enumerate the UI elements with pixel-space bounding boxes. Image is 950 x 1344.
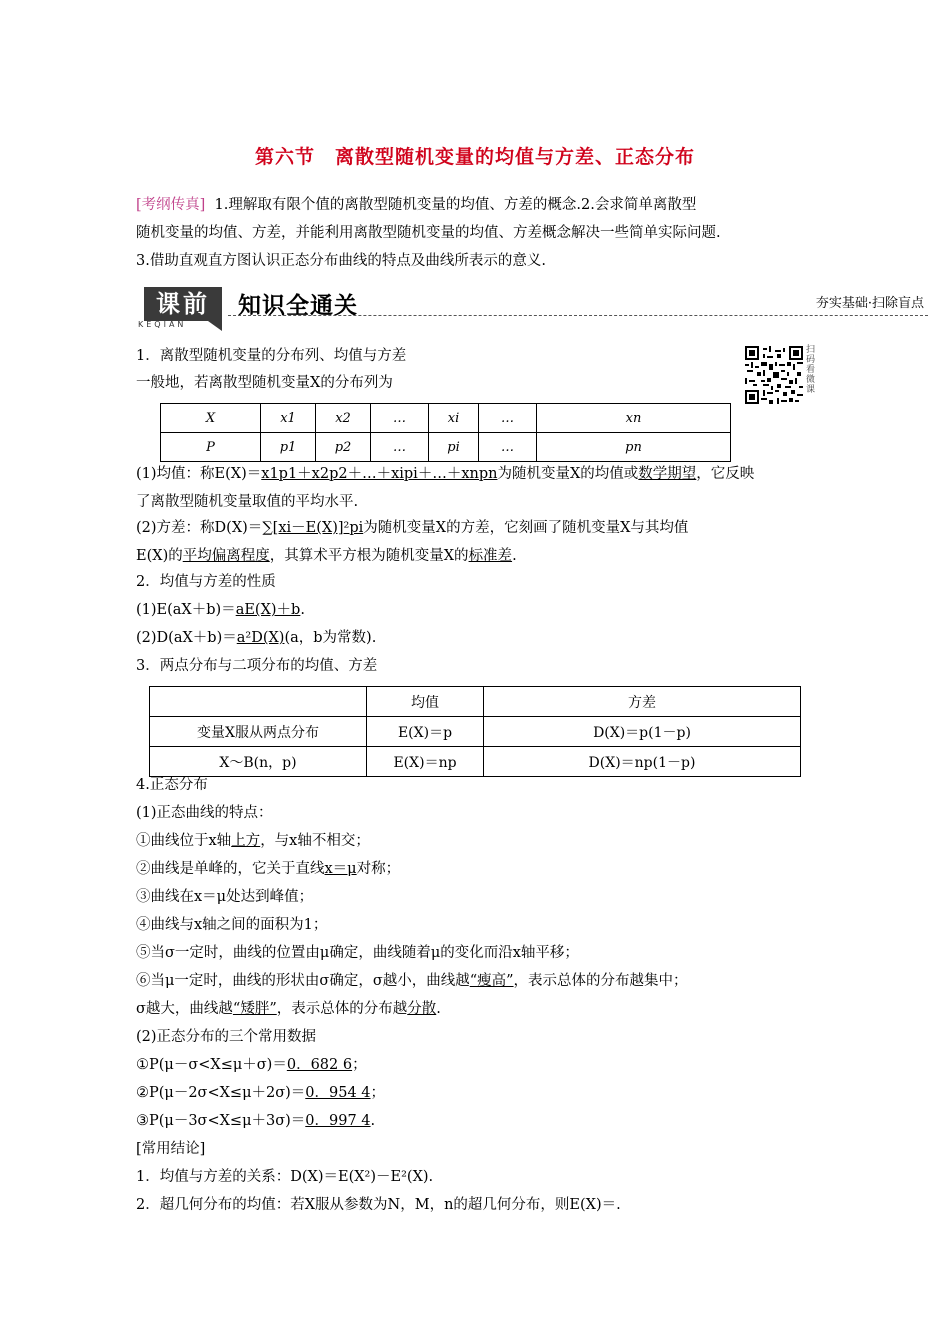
table-cell: xi bbox=[429, 404, 479, 433]
sec4 bbox=[136, 771, 936, 1219]
text: (2)方差：称D(X)＝ bbox=[136, 520, 263, 536]
list-item: ④曲线与x轴之间的面积为1； bbox=[136, 917, 328, 933]
table-cell: … bbox=[371, 404, 429, 433]
table-cell: pn bbox=[537, 433, 731, 462]
common-heading: [常用结论] bbox=[136, 1141, 206, 1157]
table-header: 方差 bbox=[484, 687, 801, 717]
list-item: 1．均值与方差的关系：D(X)＝E(X²)－E²(X). bbox=[136, 1169, 434, 1185]
syllabus-line1: 1.理解取有限个值的离散型随机变量的均值、方差的概念.2.会求简单离散型 bbox=[214, 197, 697, 213]
text: (1)均值：称E(X)＝ bbox=[136, 466, 262, 482]
qr-caption: 扫码看微课 bbox=[806, 345, 816, 395]
variance-definition bbox=[136, 514, 926, 570]
banner-subtitle: 夯实基础·扫除盲点 bbox=[815, 296, 924, 311]
badge-arrow-icon bbox=[208, 321, 222, 331]
table-cell: P bbox=[161, 433, 261, 462]
text: (a，b为常数). bbox=[284, 630, 377, 646]
banner-divider bbox=[228, 315, 928, 316]
table-cell: xn bbox=[537, 404, 731, 433]
table-cell: p1 bbox=[261, 433, 316, 462]
table-cell: x2 bbox=[316, 404, 371, 433]
table-header: 均值 bbox=[367, 687, 484, 717]
text: ，与x轴不相交； bbox=[260, 833, 370, 849]
table-row bbox=[150, 687, 801, 717]
table-cell: X～B(n，p) bbox=[150, 747, 367, 777]
table-cell: … bbox=[479, 404, 537, 433]
table-cell: X bbox=[161, 404, 261, 433]
text: (1)E(aX＋b)＝ bbox=[136, 602, 236, 618]
text: 为随机变量X的均值或 bbox=[497, 466, 639, 482]
text: . bbox=[370, 1113, 376, 1129]
text: ，表示总体的分布越集中； bbox=[513, 973, 688, 989]
section-badge bbox=[136, 287, 224, 331]
sec4-sub2: (2)正态分布的三个常用数据 bbox=[136, 1029, 317, 1045]
sec1-intro: 一般地，若离散型随机变量X的分布列为 bbox=[136, 375, 393, 391]
text: ，其算术平方根为随机变量X的 bbox=[269, 548, 469, 564]
answer-blank: ∑[xi－E(X)]²pi bbox=[262, 520, 364, 536]
table-cell: D(X)＝p(1－p) bbox=[484, 717, 801, 747]
answer-blank: “矮胖” bbox=[232, 1001, 277, 1017]
text: ①P(μ－σ<X≤μ＋σ)＝ bbox=[136, 1057, 287, 1073]
answer-blank: 分散 bbox=[407, 1001, 437, 1017]
distribution-comparison-table bbox=[149, 686, 801, 777]
mean-definition bbox=[136, 460, 926, 516]
answer-blank: aE(X)＋b bbox=[235, 602, 301, 618]
sec2-heading: 2．均值与方差的性质 bbox=[136, 574, 276, 590]
list-item: 2．超几何分布的均值：若X服从参数为N，M，n的超几何分布，则E(X)＝. bbox=[136, 1197, 621, 1213]
table-cell: E(X)＝p bbox=[367, 717, 484, 747]
answer-blank: “瘦高” bbox=[469, 973, 514, 989]
answer-blank: 0．997 4 bbox=[305, 1113, 371, 1129]
answer-blank: x1p1＋x2p2＋…＋xipi＋…＋xnpn bbox=[261, 466, 498, 482]
text: 对称； bbox=[356, 861, 401, 877]
text: 为随机变量X的方差，它刻画了随机变量X与其均值 bbox=[363, 520, 689, 536]
text: ⑥当μ一定时，曲线的形状由σ确定，σ越小，曲线越 bbox=[136, 973, 470, 989]
syllabus bbox=[136, 191, 926, 275]
table-cell: 变量X服从两点分布 bbox=[150, 717, 367, 747]
table-cell: D(X)＝np(1－p) bbox=[484, 747, 801, 777]
banner-title: 知识全通关 bbox=[238, 293, 358, 319]
text: ②P(μ－2σ<X≤μ＋2σ)＝ bbox=[136, 1085, 306, 1101]
table-row bbox=[161, 433, 731, 462]
sec4-sub1: (1)正态曲线的特点： bbox=[136, 805, 273, 821]
sec1-heading: 1．离散型随机变量的分布列、均值与方差 bbox=[136, 348, 407, 364]
text: . bbox=[436, 1001, 441, 1017]
badge-label: 课前 bbox=[144, 287, 222, 321]
list-item: ⑤当σ一定时，曲线的位置由μ确定，曲线随着μ的变化而沿x轴平移； bbox=[136, 945, 579, 961]
text: E(X)的 bbox=[136, 548, 183, 564]
sec3-heading: 3．两点分布与二项分布的均值、方差 bbox=[136, 658, 378, 674]
text: ，表示总体的分布越 bbox=[276, 1001, 408, 1017]
table-cell: pi bbox=[429, 433, 479, 462]
sec4-heading: 4.正态分布 bbox=[136, 777, 208, 793]
table-cell: p2 bbox=[316, 433, 371, 462]
answer-blank: 平均偏离程度 bbox=[182, 548, 270, 564]
text: ③P(μ－3σ<X≤μ＋3σ)＝ bbox=[136, 1113, 306, 1129]
table-cell: … bbox=[479, 433, 537, 462]
text: ； bbox=[352, 1057, 367, 1073]
text: ； bbox=[370, 1085, 386, 1101]
page-title: 第六节 离散型随机变量的均值与方差、正态分布 bbox=[254, 146, 695, 168]
answer-blank: a²D(X) bbox=[236, 630, 285, 646]
distribution-table bbox=[160, 403, 731, 462]
table-row bbox=[161, 404, 731, 433]
text: σ越大，曲线越 bbox=[136, 1001, 233, 1017]
answer-blank: 0．954 4 bbox=[305, 1085, 371, 1101]
text: (2)D(aX＋b)＝ bbox=[136, 630, 237, 646]
text: . bbox=[512, 548, 517, 564]
table-cell: … bbox=[371, 433, 429, 462]
answer-blank: 数学期望 bbox=[638, 466, 697, 482]
table-cell: E(X)＝np bbox=[367, 747, 484, 777]
sec2 bbox=[136, 568, 926, 680]
text: . bbox=[300, 602, 305, 618]
answer-blank: 上方 bbox=[231, 833, 261, 849]
badge-sub: KEQIAN bbox=[138, 320, 187, 329]
table-header bbox=[150, 687, 367, 717]
syllabus-tag: [考纲传真] bbox=[136, 197, 206, 213]
answer-blank: 标准差 bbox=[468, 548, 513, 564]
list-item: ③曲线在x＝μ处达到峰值； bbox=[136, 889, 314, 905]
table-row bbox=[150, 717, 801, 747]
text: ，它反映 bbox=[696, 466, 755, 482]
text: ①曲线位于x轴 bbox=[136, 833, 232, 849]
text: 了离散型随机变量取值的平均水平. bbox=[136, 494, 359, 510]
syllabus-line2: 随机变量的均值、方差，并能利用离散型随机变量的均值、方差概念解决一些简单实际问题. bbox=[136, 225, 721, 241]
text: ②曲线是单峰的，它关于直线 bbox=[136, 861, 325, 877]
syllabus-line3: 3.借助直观直方图认识正态分布曲线的特点及曲线所表示的意义. bbox=[136, 253, 546, 269]
qr-code-icon[interactable] bbox=[745, 346, 803, 404]
table-cell: x1 bbox=[261, 404, 316, 433]
answer-blank: 0．682 6 bbox=[286, 1057, 353, 1073]
answer-blank: x＝μ bbox=[324, 861, 357, 877]
